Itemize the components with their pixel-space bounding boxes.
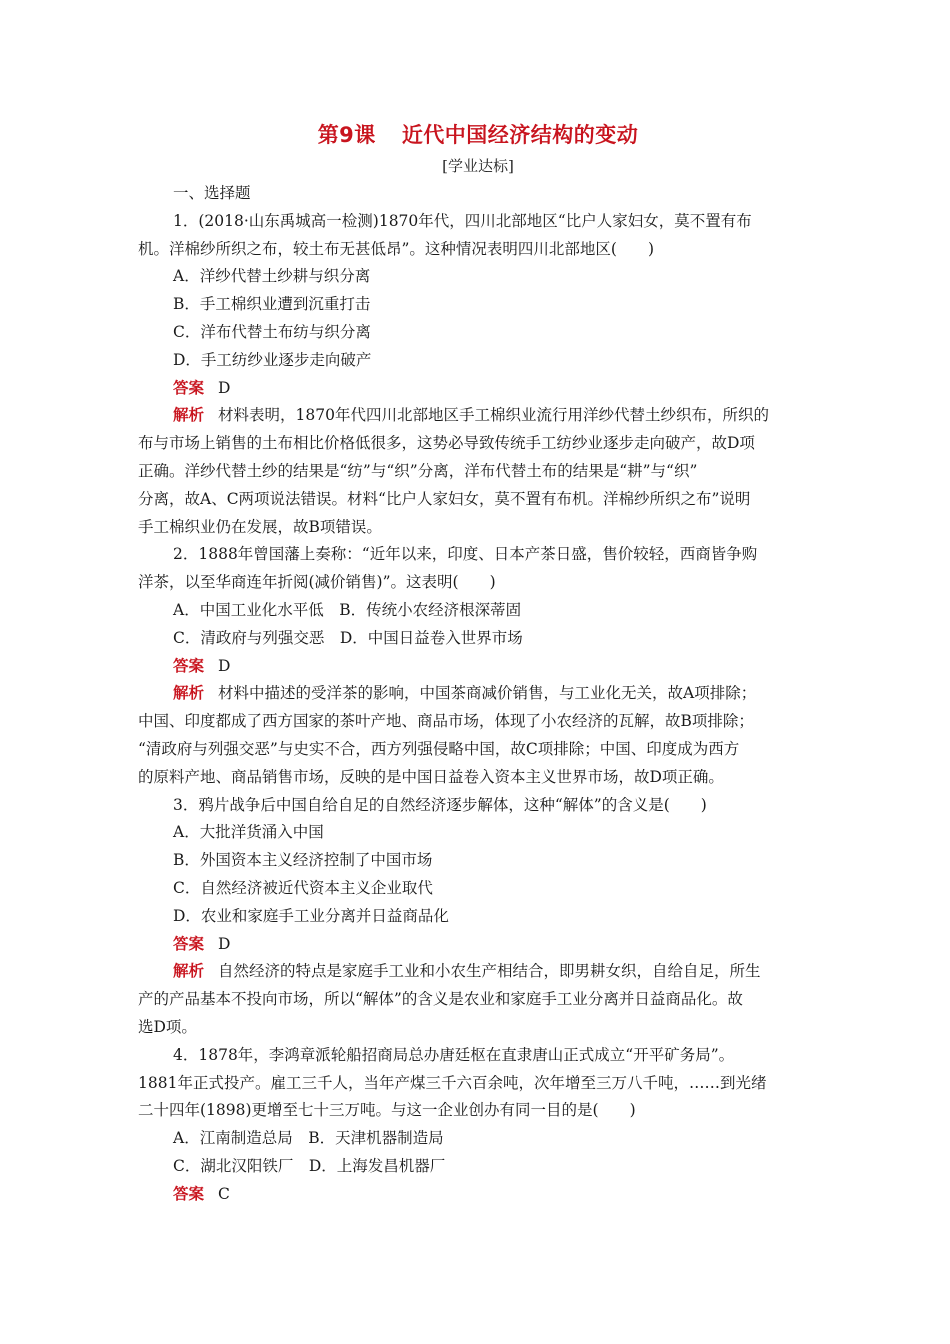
question-2-analysis	[138, 680, 818, 708]
answer-label: 答案	[173, 934, 205, 953]
question-2-analysis-cont: 的原料产地、商品销售市场，反映的是中国日益卷入资本主义世界市场，故D项正确。	[138, 767, 724, 786]
question-2-analysis-cont: “清政府与列强交恶”与史实不合，西方列强侵略中国，故C项排除；中国、印度成为西方	[138, 739, 740, 758]
document-page	[138, 118, 818, 1208]
question-3-option-b: B．外国资本主义经济控制了中国市场	[173, 851, 433, 870]
answer-label: 答案	[173, 656, 205, 675]
question-1-stem: 1．(2018·山东禹城高一检测)1870年代，四川北部地区“比户人家妇女，莫不置有布	[173, 211, 752, 230]
question-4-stem-cont: 1881年正式投产。雇工三千人，当年产煤三千六百余吨，次年增至三万八千吨，……到光绪	[138, 1073, 767, 1092]
question-2-options-ab: A．中国工业化水平低 B．传统小农经济根深蒂固	[173, 600, 522, 619]
answer-label: 答案	[173, 378, 205, 397]
analysis-label: 解析	[173, 406, 205, 425]
lesson-title: 近代中国经济结构的变动	[401, 123, 639, 147]
answer-value: D	[218, 378, 231, 397]
question-4-stem: 4．1878年，李鸿章派轮船招商局总办唐廷枢在直隶唐山正式成立“开平矿务局”。	[173, 1045, 735, 1064]
question-1-option-d: D．手工纺纱业逐步走向破产	[173, 350, 372, 369]
analysis-text: 材料中描述的受洋茶的影响，中国茶商减价销售，与工业化无关，故A项排除；	[218, 684, 757, 703]
question-1-analysis-cont: 分离，故A、C两项说法错误。材料“比户人家妇女，莫不置有布机。洋棉纱所织之布”说明	[138, 489, 751, 508]
analysis-text: 材料表明，1870年代四川北部地区手工棉织业流行用洋纱代替土纱织布，所织的	[218, 406, 769, 425]
question-3-answer	[138, 931, 818, 959]
question-1-stem-cont: 机。洋棉纱所织之布，较土布无甚低昂”。这种情况表明四川北部地区( )	[138, 239, 655, 258]
question-1-option-a: A．洋纱代替土纱耕与织分离	[173, 267, 371, 286]
question-3-option-d: D．农业和家庭手工业分离并日益商品化	[173, 906, 449, 925]
question-2-analysis-cont: 中国、印度都成了西方国家的茶叶产地、商品市场，体现了小农经济的瓦解，故B项排除；	[138, 712, 754, 731]
question-1-analysis-cont: 布与市场上销售的土布相比价格低很多，这势必导致传统手工纺纱业逐步走向破产，故D项	[138, 434, 755, 453]
analysis-label: 解析	[173, 962, 205, 981]
question-3-stem: 3．鸦片战争后中国自给自足的自然经济逐步解体，这种“解体”的含义是( )	[173, 795, 707, 814]
question-1-answer	[138, 375, 818, 403]
page-title	[138, 118, 818, 152]
page-subtitle: [学业达标]	[442, 157, 514, 175]
question-1-analysis-cont: 手工棉织业仍在发展，故B项错误。	[138, 517, 382, 536]
question-1-analysis-cont: 正确。洋纱代替土纱的结果是“纺”与“织”分离，洋布代替土布的结果是“耕”与“织”	[138, 461, 698, 480]
question-2-answer	[138, 653, 818, 681]
question-4-options-ab: A．江南制造总局 B．天津机器制造局	[173, 1129, 444, 1148]
question-3-option-a: A．大批洋货涌入中国	[173, 823, 324, 842]
question-1-option-c: C．洋布代替土布纺与织分离	[173, 322, 371, 341]
question-2-stem: 2．1888年曾国藩上奏称：“近年以来，印度、日本产茶日盛，售价较轻，西商皆争购	[173, 545, 758, 564]
lesson-number: 第9课	[317, 123, 376, 147]
answer-label: 答案	[173, 1184, 205, 1203]
analysis-text: 自然经济的特点是家庭手工业和小农生产相结合，即男耕女织，自给自足，所生	[218, 962, 761, 981]
question-4-stem-cont: 二十四年(1898)更增至七十三万吨。与这一企业创办有同一目的是( )	[138, 1101, 636, 1120]
answer-value: D	[218, 934, 231, 953]
analysis-label: 解析	[173, 684, 205, 703]
question-4-options-cd: C．湖北汉阳铁厂 D．上海发昌机器厂	[173, 1156, 446, 1175]
question-3-option-c: C．自然经济被近代资本主义企业取代	[173, 878, 433, 897]
question-3-analysis-cont: 产的产品基本不投向市场，所以“解体”的含义是农业和家庭手工业分离并日益商品化。故	[138, 990, 743, 1009]
question-1-analysis	[138, 402, 818, 430]
section-heading: 一、选择题	[173, 184, 251, 202]
answer-value: C	[218, 1184, 230, 1203]
answer-value: D	[218, 656, 231, 675]
question-4-answer	[138, 1181, 818, 1209]
question-1-option-b: B．手工棉织业遭到沉重打击	[173, 295, 371, 314]
question-2-stem-cont: 洋茶，以至华商连年折阅(减价销售)”。这表明( )	[138, 573, 496, 592]
question-3-analysis	[138, 958, 818, 986]
question-2-options-cd: C．清政府与列强交恶 D．中国日益卷入世界市场	[173, 628, 523, 647]
question-3-analysis-cont: 选D项。	[138, 1017, 197, 1036]
